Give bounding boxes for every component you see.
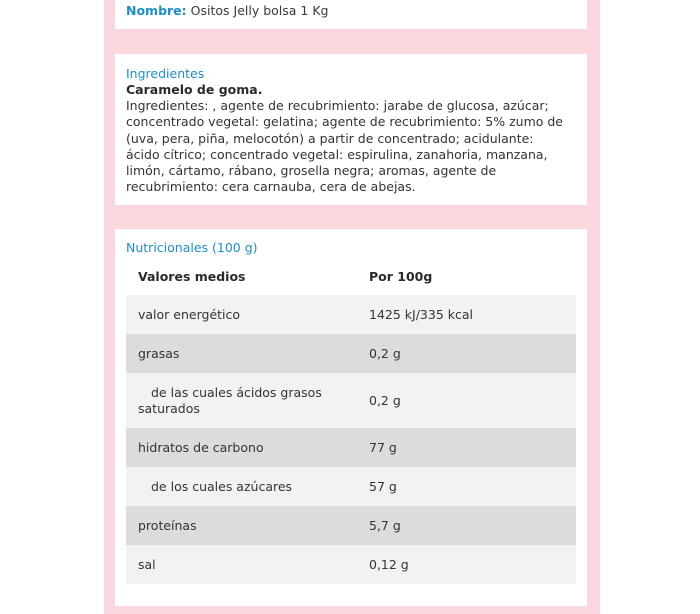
product-name-line — [126, 3, 328, 19]
row-label: valor energético — [126, 295, 357, 334]
header-per-100g: Por 100g — [369, 268, 433, 284]
ingredients-card — [115, 54, 587, 205]
table-row — [126, 373, 576, 428]
ingredients-subtitle: Caramelo de goma. — [126, 82, 263, 97]
row-label: grasas — [126, 334, 357, 373]
product-name-label: Nombre: — [126, 3, 187, 18]
header-average-values: Valores medios — [138, 268, 246, 284]
row-label: proteínas — [126, 506, 357, 545]
row-value: 5,7 g — [357, 506, 576, 545]
product-name-value: Ositos Jelly bolsa 1 Kg — [190, 3, 329, 18]
row-value: 1425 kJ/335 kcal — [357, 295, 576, 334]
row-label: hidratos de carbono — [126, 428, 357, 467]
row-value: 0,12 g — [357, 545, 576, 584]
table-row — [126, 428, 576, 467]
table-row — [126, 506, 576, 545]
ingredients-text: Ingredientes: , agente de recubrimiento: jarabe de glucosa, azúcar; concentrado vegetal: gelatina; agente de recubrimiento: 5% zumo de (uva, pera, piña, melocotón) a partir de concentrado; acidulante: ácido cítrico; concentrado vegetal: espirulina, zanahoria, manzana, limón, cártamo, rábano, grosella negra; aromas, agente de recubrimiento: cera carnauba, cera de abejas. — [126, 98, 563, 195]
nutrition-table — [126, 257, 576, 584]
table-row — [126, 545, 576, 584]
row-value: 0,2 g — [357, 373, 576, 428]
row-label: de las cuales ácidos grasos saturados — [126, 373, 357, 428]
table-row — [126, 467, 576, 506]
row-label: de los cuales azúcares — [126, 467, 357, 506]
row-label: sal — [126, 545, 357, 584]
table-row — [126, 334, 576, 373]
row-value: 57 g — [357, 467, 576, 506]
nutrition-title: Nutricionales (100 g) — [126, 240, 258, 255]
row-value: 0,2 g — [357, 334, 576, 373]
ingredients-title: Ingredientes — [126, 66, 205, 81]
nutrition-header-row — [126, 257, 576, 295]
product-name-card — [115, 0, 587, 29]
nutrition-card — [115, 229, 587, 606]
table-row — [126, 295, 576, 334]
row-value: 77 g — [357, 428, 576, 467]
